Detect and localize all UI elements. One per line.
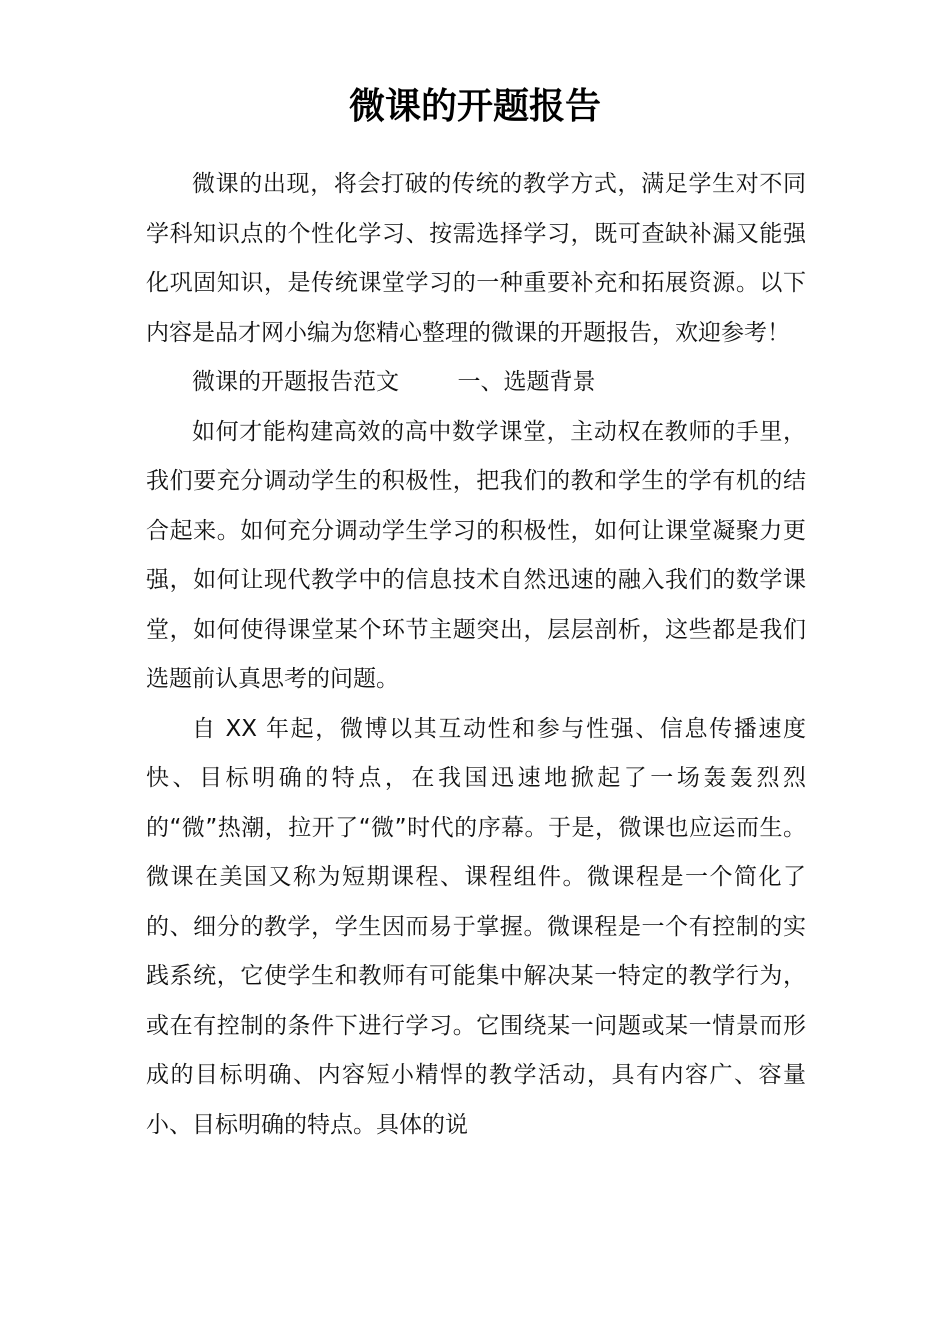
document-body bbox=[146, 160, 806, 1150]
section-label: 微课的开题报告范文 bbox=[192, 369, 399, 395]
background-paragraph-2: 自 XX 年起，微博以其互动性和参与性强、信息传播速度快、目标明确的特点，在我国迅速地掀起了一场轰轰烈烈的“微”热潮，拉开了“微”时代的序幕。于是，微课也应运而生。微课在美国又称为短期课程、课程组件。微课程是一个简化了的、细分的教学，学生因而易于掌握。微课程是一个有控制的实践系统，它使学生和教师有可能集中解决某一特定的教学行为，或在有控制的条件下进行学习。它围绕某一问题或某一情景而形成的目标明确、内容短小精悍的教学活动，具有内容广、容量小、目标明确的特点。具体的说 bbox=[146, 715, 806, 1138]
intro-paragraph: 微课的出现，将会打破的传统的教学方式，满足学生对不同学科知识点的个性化学习、按需选择学习，既可查缺补漏又能强化巩固知识，是传统课堂学习的一种重要补充和拓展资源。以下内容是品才网小编为您精心整理的微课的开题报告，欢迎参考！ bbox=[146, 171, 806, 346]
section-heading: 一、选题背景 bbox=[457, 369, 596, 395]
section-heading-line bbox=[146, 358, 806, 408]
document-title: 微课的开题报告 bbox=[348, 85, 601, 127]
background-paragraph-1: 如何才能构建高效的高中数学课堂，主动权在教师的手里，我们要充分调动学生的积极性，把我们的教和学生的学有机的结合起来。如何充分调动学生学习的积极性，如何让课堂凝聚力更强，如何让现代教学中的信息技术自然迅速的融入我们的数学课堂，如何使得课堂某个环节主题突出，层层剖析，这些都是我们选题前认真思考的问题。 bbox=[146, 418, 806, 692]
